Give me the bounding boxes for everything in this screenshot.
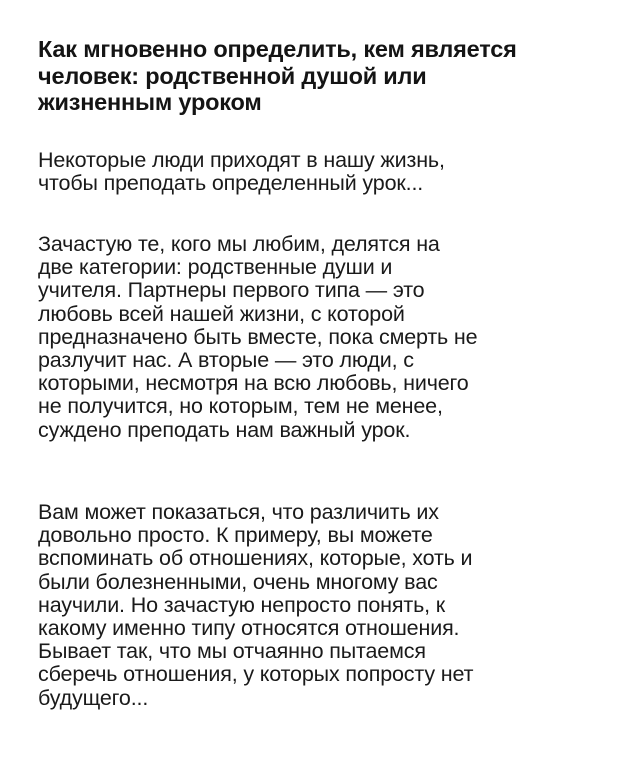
text-line: Вам может показаться, что различить их xyxy=(38,500,439,524)
text-line: были болезненными, очень многому вас xyxy=(38,569,438,594)
text-line: какому именно типу относятся отношения. xyxy=(38,616,460,641)
text-line: любовь всей нашей жизни, с которой xyxy=(38,301,405,326)
article xyxy=(38,36,613,710)
title-line: Как мгновенно определить, кем является xyxy=(38,36,517,62)
text-line: суждено преподать нам важный урок. xyxy=(38,417,411,442)
text-line: не получится, но которым, тем не менее, xyxy=(38,394,443,419)
text-line: Зачастую те, кого мы любим, делятся на xyxy=(38,232,440,256)
article-title xyxy=(38,36,613,116)
text-line: сберечь отношения, у которых попросту нет xyxy=(38,662,474,687)
text-line: чтобы преподать определенный урок... xyxy=(38,171,424,196)
text-line: будущего... xyxy=(38,685,149,710)
text-line: вспоминать об отношениях, которые, хоть и xyxy=(38,546,473,571)
text-line: две категории: родственные души и xyxy=(38,255,393,280)
text-line: учителя. Партнеры первого типа — это xyxy=(38,278,425,303)
text-line: разлучит нас. А вторые — это люди, с xyxy=(38,348,414,373)
text-line: Некоторые люди приходят в нашу жизнь, xyxy=(38,148,445,172)
paragraph-distinguish xyxy=(38,501,473,710)
text-line: которыми, несмотря на всю любовь, ничего xyxy=(38,371,469,396)
text-line: научили. Но зачастую непросто понять, к xyxy=(38,592,446,617)
text-line: предназначено быть вместе, пока смерть не xyxy=(38,324,478,349)
title-line: человек: родственной душой или xyxy=(38,62,427,89)
paragraph-intro xyxy=(38,149,445,195)
text-line: довольно просто. К примеру, вы можете xyxy=(38,523,433,548)
text-line: Бывает так, что мы отчаянно пытаемся xyxy=(38,639,426,664)
paragraph-categories xyxy=(38,233,477,442)
title-line: жизненным уроком xyxy=(38,89,262,115)
